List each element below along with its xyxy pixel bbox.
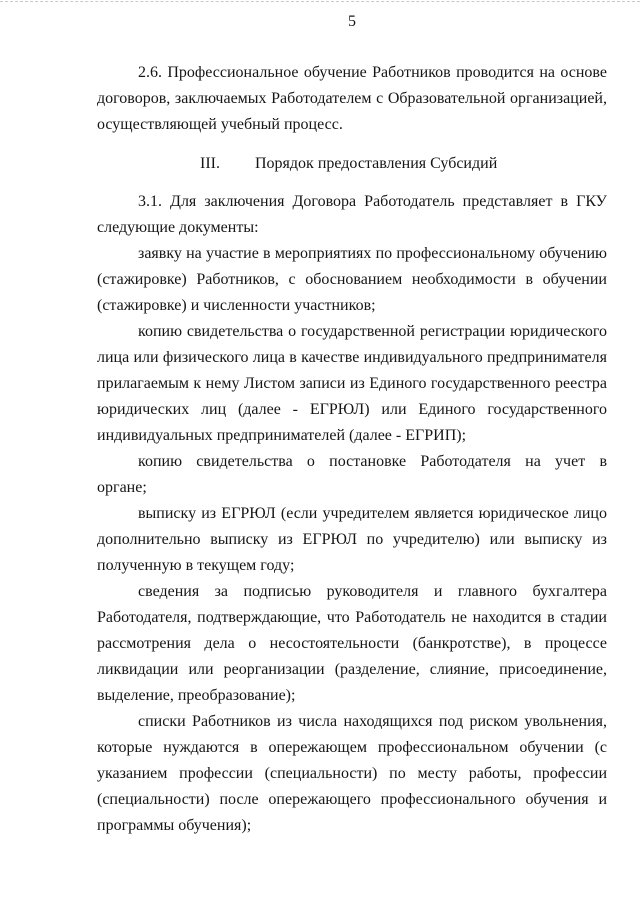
section-number: III.	[200, 155, 220, 172]
text-line: договоров, заключаемых Работодателем с Образовательной организацией,	[97, 90, 607, 107]
text-line: указанием профессии (специальности) по месту работы, профессии	[97, 765, 607, 782]
list-item-registry-extract	[97, 501, 607, 579]
text-line: программы обучения);	[97, 817, 252, 834]
text-line: 2.6. Профессиональное обучение Работников проводится на основе	[138, 64, 607, 81]
list-item-solvency-statement	[97, 579, 607, 709]
paragraph-2-6	[97, 60, 607, 138]
text-line: (стажировке) и численности участников;	[97, 297, 376, 314]
text-line: выписку из ЕГРЮЛ (если учредителем является юридическое лицо	[138, 505, 607, 522]
text-line: юридических лиц (далее - ЕГРЮЛ) или Единого государственного	[97, 401, 607, 418]
text-line: прилагаемым к нему Листом записи из Единого государственного реестра	[97, 375, 607, 392]
text-line: лица или физического лица в качестве индивидуального предпринимателя	[97, 349, 607, 366]
text-line: копию свидетельства о постановке Работодателя на учет в	[138, 453, 607, 470]
text-line: следующие документы:	[97, 219, 259, 236]
page-number: 5	[348, 13, 356, 30]
list-item-employee-lists	[97, 709, 607, 839]
text-line: списки Работников из числа находящихся под риском увольнения,	[138, 713, 607, 730]
text-line: заявку на участие в мероприятиях по профессиональному обучению	[138, 245, 607, 262]
text-line: дополнительно выписку из ЕГРЮЛ по учредителю) или выписку из	[97, 531, 607, 548]
text-line: выделение, преобразование);	[97, 687, 296, 704]
text-line: органе;	[97, 479, 147, 496]
text-line: индивидуальных предпринимателей (далее - ЕГРИП);	[97, 427, 467, 444]
list-item-application	[97, 241, 607, 319]
list-item-tax-certificate	[97, 449, 607, 501]
text-line: полученную в текущем году;	[97, 557, 295, 574]
text-line: 3.1. Для заключения Договора Работодатель представляет в ГКУ	[138, 193, 607, 210]
section-title: Порядок предоставления Субсидий	[255, 155, 498, 172]
text-line: (стажировке) Работников, с обоснованием необходимости в обучении	[97, 271, 607, 288]
list-item-registration-certificate	[97, 319, 607, 449]
text-line: копию свидетельства о государственной регистрации юридического	[138, 323, 607, 340]
paragraph-3-1	[97, 189, 607, 241]
scan-edge-line	[0, 1, 640, 2]
text-line: Работодателя, подтверждающие, что Работодатель не находится в стадии	[97, 609, 607, 626]
section-body	[97, 189, 607, 839]
section-heading	[200, 151, 497, 177]
text-line: осуществляющей учебный процесс.	[97, 116, 343, 133]
text-line: которые нуждаются в опережающем профессиональном обучении (с	[97, 739, 607, 756]
text-line: сведения за подписью руководителя и главного бухгалтера	[138, 583, 607, 600]
text-line: (специальности) после опережающего профессионального обучения и	[97, 791, 607, 808]
text-line: рассмотрения дела о несостоятельности (банкротстве), в процессе	[97, 635, 607, 652]
text-line: ликвидации или реорганизации (разделение, слияние, присоединение,	[97, 661, 607, 678]
